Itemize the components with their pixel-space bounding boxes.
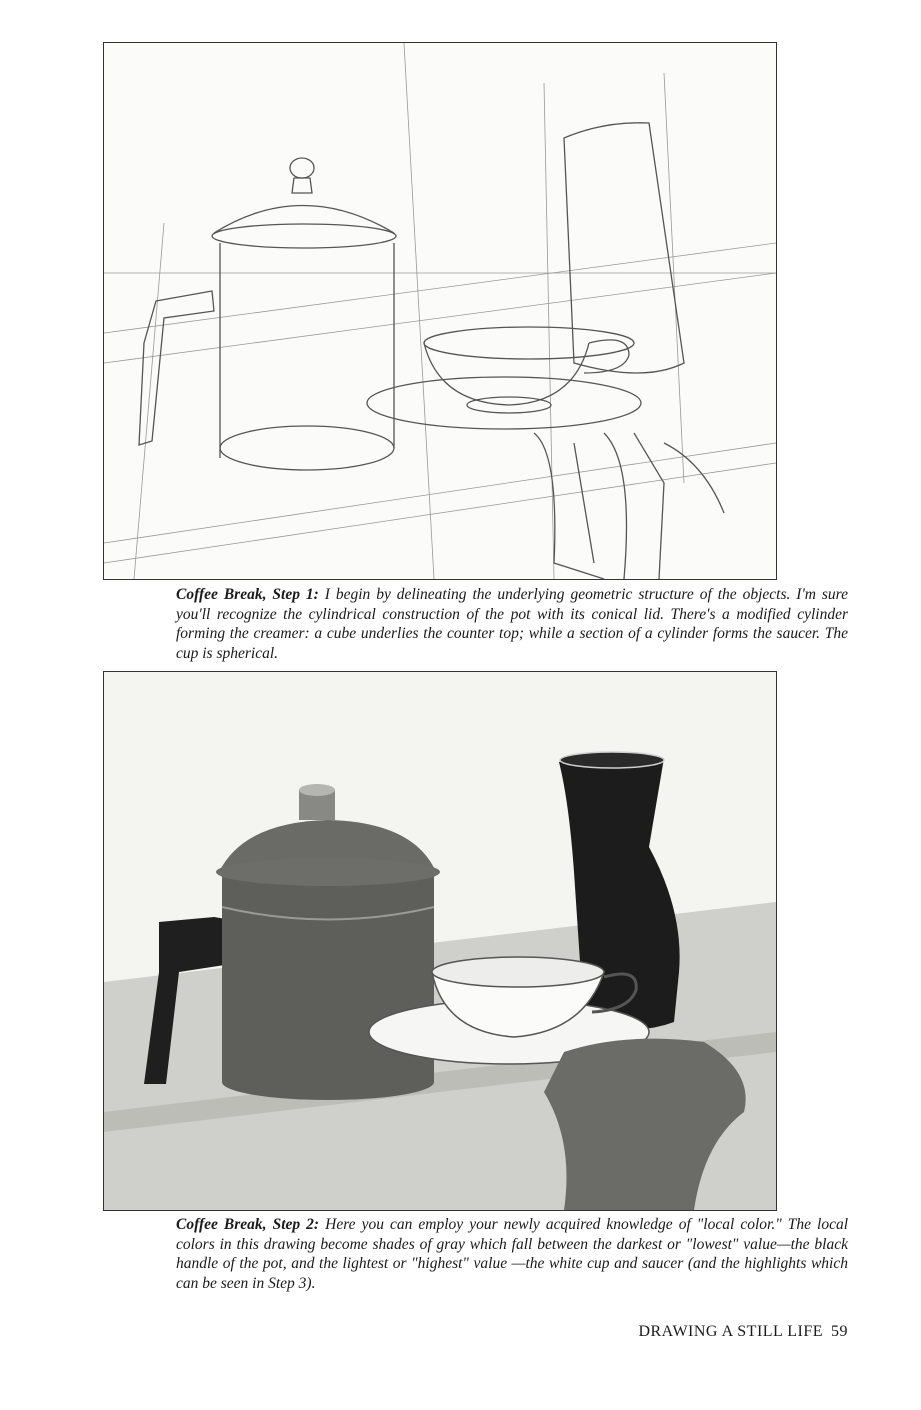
running-head: DRAWING A STILL LIFE	[638, 1323, 823, 1340]
caption-step-1	[176, 585, 848, 663]
caption-label: Coffee Break, Step 1:	[176, 586, 319, 603]
page-number: 59	[831, 1323, 848, 1340]
caption-text: I begin by delineating the underlying geometric structure of the objects. I'm sure you'll recognize the cylindrical construction of the pot with its conical lid. There's a modified cylinder forming the creamer: a cube underlies the counter top; while a section of a cylinder forms the saucer. The cup is spherical.	[176, 586, 849, 662]
coffee-pot-sketch	[139, 158, 396, 470]
tonal-drawing-step-2	[104, 672, 776, 1210]
caption-label: Coffee Break, Step 2:	[176, 1216, 320, 1233]
cup-and-saucer-sketch	[367, 327, 641, 429]
caption-step-2	[176, 1215, 848, 1293]
page-footer	[560, 1323, 848, 1341]
figure-step-2	[103, 671, 777, 1211]
caption-text: Here you can employ your newly acquired knowledge of "local color." The local colors in this drawing become shades of gray which fall between the darkest or "lowest" value—the black handle of the pot, and the lightest or "highest" value —the white cup and saucer (and the highlights which can be seen in Step 3).	[176, 1216, 849, 1292]
sketch-drawing-step-1	[104, 43, 776, 579]
figure-step-1	[103, 42, 777, 580]
